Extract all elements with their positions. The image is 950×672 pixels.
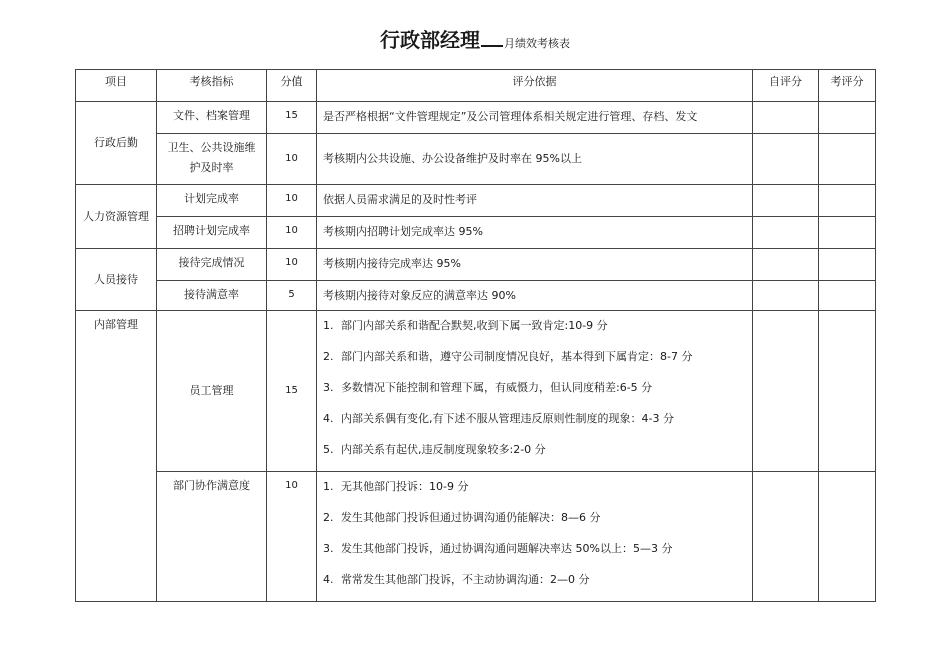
self-score-cell[interactable]	[753, 281, 819, 311]
title-main: 行政部经理	[380, 28, 480, 52]
indicator-cell: 计划完成率	[157, 185, 267, 217]
indicator-cell: 文件、档案管理	[157, 102, 267, 134]
list-item: 1. 无其他部门投诉：10-9 分	[323, 480, 469, 493]
table-row	[76, 281, 876, 311]
header-self-score: 自评分	[753, 70, 819, 102]
eval-score-cell[interactable]	[819, 281, 876, 311]
table-row	[76, 249, 876, 281]
eval-score-cell[interactable]	[819, 102, 876, 134]
list-item: 4. 常常发生其他部门投诉，不主动协调沟通：2—0 分	[323, 573, 590, 586]
basis-cell: 是否严格根据“文件管理规定”及公司管理体系相关规定进行管理、存档、发文	[317, 102, 753, 134]
table-row	[76, 185, 876, 217]
criteria-list	[323, 477, 752, 601]
eval-score-cell[interactable]	[819, 185, 876, 217]
title-sub: 月绩效考核表	[504, 37, 570, 50]
table-row	[76, 217, 876, 249]
criteria-list	[323, 316, 752, 471]
list-item: 3. 多数情况下能控制和管理下属，有威慑力，但认同度稍差:6-5 分	[323, 381, 653, 394]
score-cell: 15	[267, 102, 317, 134]
self-score-cell[interactable]	[753, 311, 819, 472]
list-item: 5. 内部关系有起伏,违反制度现象较多:2-0 分	[323, 443, 546, 456]
indicator-cell: 招聘计划完成率	[157, 217, 267, 249]
basis-cell: 考核期内招聘计划完成率达 95%	[317, 217, 753, 249]
score-cell: 10	[267, 185, 317, 217]
section-name: 人力资源管理	[76, 185, 157, 249]
header-basis: 评分依据	[317, 70, 753, 102]
evaluation-table	[75, 69, 876, 602]
score-cell: 10	[267, 217, 317, 249]
basis-cell: 考核期内公共设施、办公设备维护及时率在 95%以上	[317, 134, 753, 185]
self-score-cell[interactable]	[753, 217, 819, 249]
self-score-cell[interactable]	[753, 249, 819, 281]
header-score: 分值	[267, 70, 317, 102]
score-cell: 5	[267, 281, 317, 311]
basis-cell	[317, 311, 753, 472]
title-blank-underline	[481, 45, 503, 47]
list-item: 2. 部门内部关系和谐，遵守公司制度情况良好，基本得到下属肯定：8-7 分	[323, 350, 693, 363]
basis-cell: 考核期内接待对象反应的满意率达 90%	[317, 281, 753, 311]
section-name: 行政后勤	[76, 102, 157, 185]
indicator-cell: 接待满意率	[157, 281, 267, 311]
score-cell: 15	[267, 311, 317, 472]
eval-score-cell[interactable]	[819, 217, 876, 249]
table-row	[76, 102, 876, 134]
table-row	[76, 472, 876, 602]
basis-cell	[317, 472, 753, 602]
basis-cell: 依据人员需求满足的及时性考评	[317, 185, 753, 217]
score-cell: 10	[267, 134, 317, 185]
indicator-cell: 接待完成情况	[157, 249, 267, 281]
section-name: 人员接待	[76, 249, 157, 311]
section-name: 内部管理	[76, 311, 157, 602]
eval-score-cell[interactable]	[819, 472, 876, 602]
eval-score-cell[interactable]	[819, 311, 876, 472]
header-project: 项目	[76, 70, 157, 102]
header-row	[76, 70, 876, 102]
list-item: 4. 内部关系偶有变化,有下述不服从管理违反原则性制度的现象：4-3 分	[323, 412, 674, 425]
self-score-cell[interactable]	[753, 102, 819, 134]
list-item: 3. 发生其他部门投诉，通过协调沟通问题解决率达 50%以上：5—3 分	[323, 542, 673, 555]
page-title	[0, 24, 950, 53]
indicator-cell: 员工管理	[157, 311, 267, 472]
basis-cell: 考核期内接待完成率达 95%	[317, 249, 753, 281]
score-cell: 10	[267, 249, 317, 281]
table-row	[76, 311, 876, 472]
eval-score-cell[interactable]	[819, 134, 876, 185]
self-score-cell[interactable]	[753, 134, 819, 185]
list-item: 2. 发生其他部门投诉但通过协调沟通仍能解决：8—6 分	[323, 511, 601, 524]
header-indicator: 考核指标	[157, 70, 267, 102]
eval-score-cell[interactable]	[819, 249, 876, 281]
list-item: 1. 部门内部关系和谐配合默契,收到下属一致肯定:10-9 分	[323, 319, 608, 332]
self-score-cell[interactable]	[753, 472, 819, 602]
table-row	[76, 134, 876, 185]
header-eval-score: 考评分	[819, 70, 876, 102]
indicator-cell: 部门协作满意度	[157, 472, 267, 602]
self-score-cell[interactable]	[753, 185, 819, 217]
score-cell: 10	[267, 472, 317, 602]
indicator-cell: 卫生、公共设施维护及时率	[157, 134, 267, 185]
